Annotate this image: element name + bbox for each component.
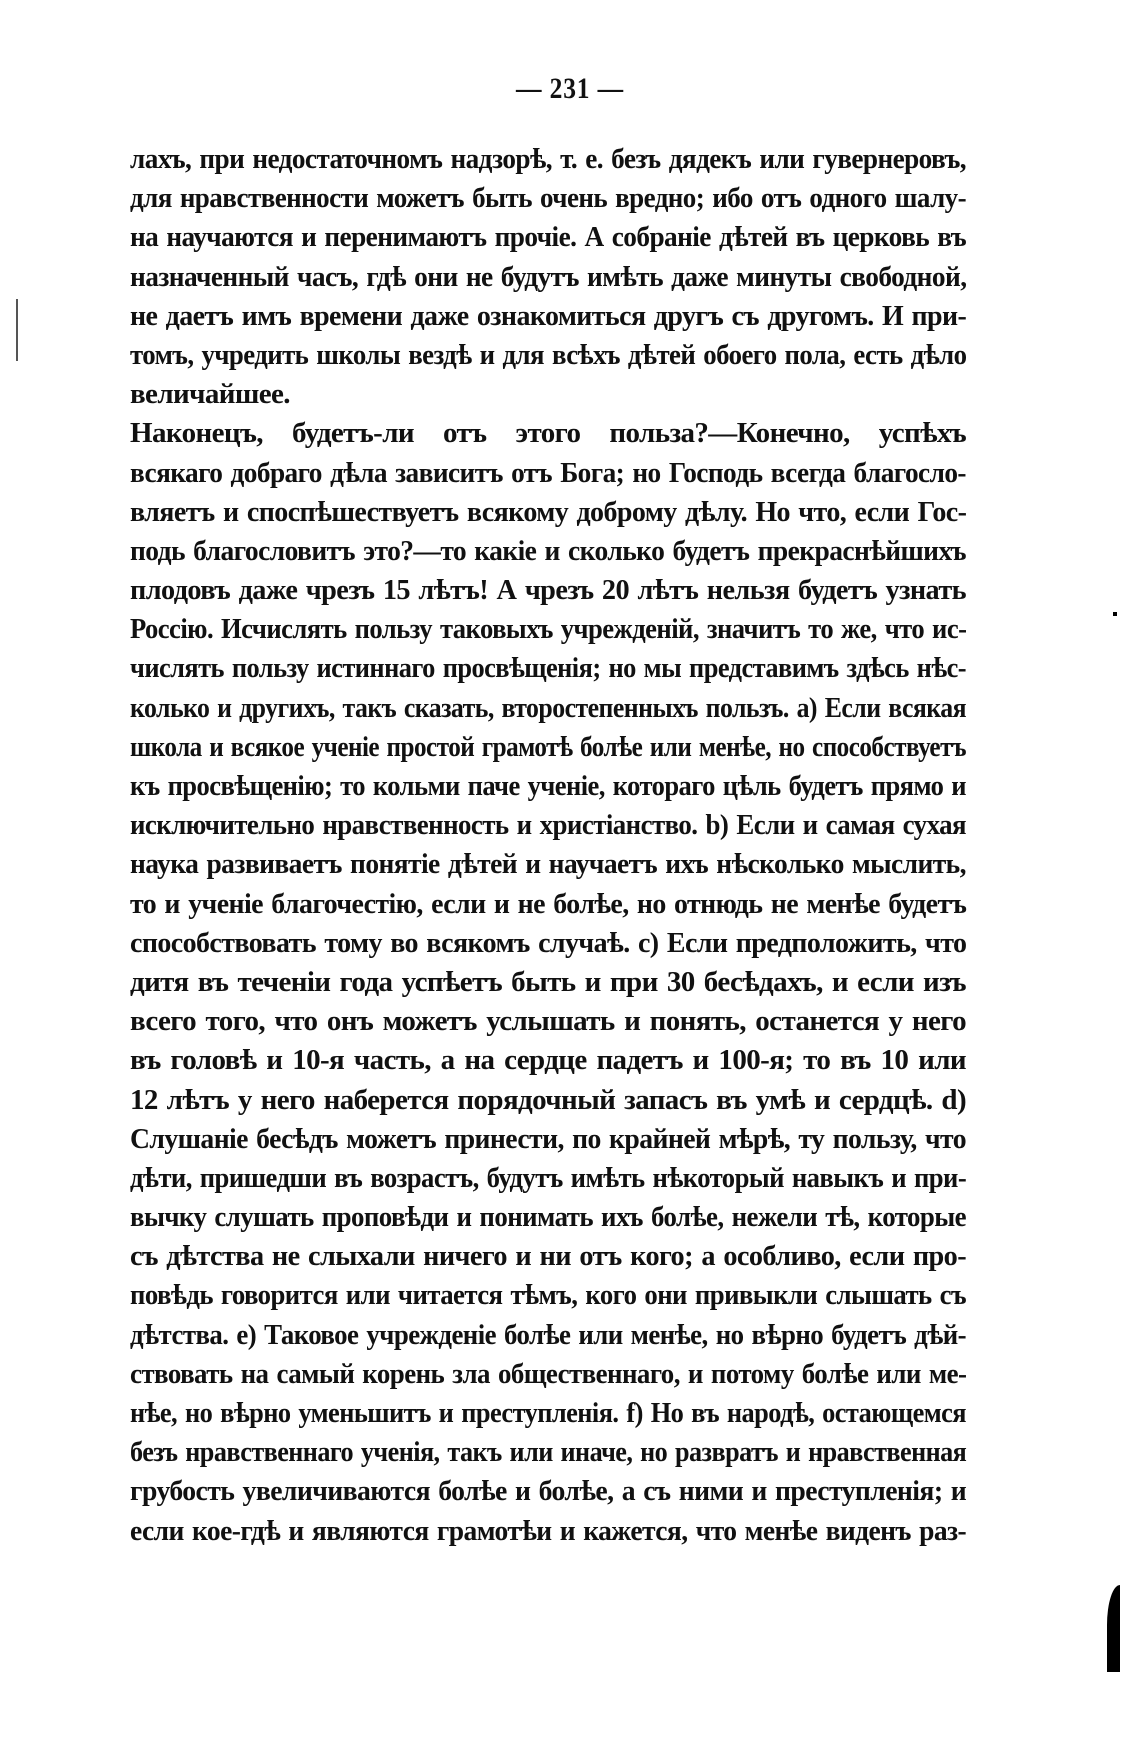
text-line: числять пользу истиннаго просвѣщенія; но мы представимъ здѣсь нѣс- xyxy=(130,652,967,685)
body-text xyxy=(130,140,966,1551)
text-line: 12 лѣтъ у него наберется порядочный запасъ въ умѣ и сердцѣ. d) xyxy=(130,1083,966,1116)
text-line: плодовъ даже чрезъ 15 лѣтъ! А чрезъ 20 лѣтъ нельзя будетъ узнать xyxy=(130,574,967,607)
text-line: безъ нравственнаго ученія, такъ или иначе, но развратъ и нравственная xyxy=(130,1436,967,1469)
text-line: дѣтства. e) Таковое учрежденіе болѣе или менѣе, но вѣрно будетъ дѣй- xyxy=(130,1318,967,1351)
text-line: грубость увеличиваются болѣе и болѣе, а съ ними и преступленія; и xyxy=(130,1475,967,1508)
scan-artifact-left xyxy=(16,299,18,361)
text-line: въ головѣ и 10-я часть, а на сердце падетъ и 100-я; то въ 10 или xyxy=(130,1044,966,1077)
text-line: къ просвѣщенію; то кольми паче ученіе, котораго цѣль будетъ прямо и xyxy=(130,770,967,802)
text-line: нѣе, но вѣрно уменьшитъ и преступленія. f) Но въ народѣ, остающемся xyxy=(130,1397,967,1429)
text-line: повѣдь говорится или читается тѣмъ, кого они привыкли слышать съ xyxy=(130,1279,966,1312)
text-line: Россію. Исчислять пользу таковыхъ учрежденій, значитъ то же, что ис- xyxy=(130,613,967,646)
text-line: Слушаніе бесѣдъ можетъ принести, по крайней мѣрѣ, ту пользу, что xyxy=(130,1122,966,1155)
text-line: вляетъ и споспѣшествуетъ всякому доброму дѣлу. Но что, если Гос- xyxy=(130,495,967,528)
text-line: наука развиваетъ понятіе дѣтей и научаетъ ихъ нѣсколько мыслить, xyxy=(130,848,966,881)
text-line: вычку слушать проповѣди и понимать ихъ болѣе, нежели тѣ, которые xyxy=(130,1201,966,1234)
text-line: подь благословитъ это?—то какіе и сколько будетъ прекраснѣйшихъ xyxy=(130,534,966,567)
text-line: назначенный часъ, гдѣ они не будутъ имѣть даже минуты свободной, xyxy=(130,260,967,293)
text-line: способствовать тому во всякомъ случаѣ. c) Если предположить, что xyxy=(130,926,967,959)
text-line: если кое-гдѣ и являются грамотѣи и кажется, что менѣе виденъ раз- xyxy=(130,1514,967,1547)
text-line: не даетъ имъ времени даже ознакомиться другъ съ другомъ. И при- xyxy=(130,299,967,332)
text-line: съ дѣтства не слыхали ничего и ни отъ кого; а особливо, если про- xyxy=(130,1240,967,1273)
text-line: ствовать на самый корень зла общественнаго, и потому болѣе или ме- xyxy=(130,1357,967,1390)
scan-artifact-dot xyxy=(1113,612,1117,616)
text-line: дитя въ теченіи года успѣетъ быть и при 30 бесѣдахъ, и если изъ xyxy=(130,965,966,998)
text-line: для нравственности можетъ быть очень вредно; ибо отъ одного шалу- xyxy=(130,182,967,215)
text-line: то и ученіе благочестію, если и не болѣе, но отнюдь не менѣе будетъ xyxy=(130,887,967,920)
scan-artifact-right xyxy=(1107,1585,1120,1672)
text-line: на научаются и перенимаютъ прочіе. А собраніе дѣтей въ церковь въ xyxy=(130,221,967,254)
paragraph-start-line: Наконецъ, будетъ-ли отъ этого польза?—Конечно, успѣхъ xyxy=(130,417,966,450)
text-line: лахъ, при недостаточномъ надзорѣ, т. е. безъ дядекъ или гувернеровъ, xyxy=(130,143,967,175)
paragraph-end-line: величайшее. xyxy=(130,378,290,411)
text-line: колько и другихъ, такъ сказать, второстепенныхъ пользъ. a) Если всякая xyxy=(130,691,967,724)
text-line: школа и всякое ученіе простой грамотѣ болѣе или менѣе, но способствуетъ xyxy=(130,730,967,763)
page-number: — 231 — xyxy=(516,72,624,105)
text-line: дѣти, пришедши въ возрастъ, будутъ имѣть нѣкоторый навыкъ и при- xyxy=(130,1161,967,1194)
text-line: всякаго добраго дѣла зависитъ отъ Бога; но Господь всегда благосло- xyxy=(130,456,966,489)
text-line: всего того, что онъ можетъ услышать и понять, останется у него xyxy=(130,1005,966,1038)
text-line: томъ, учредить школы вездѣ и для всѣхъ дѣтей обоего пола, есть дѣло xyxy=(130,338,967,371)
text-line: исключительно нравственность и христіанство. b) Если и самая сухая xyxy=(130,809,966,842)
